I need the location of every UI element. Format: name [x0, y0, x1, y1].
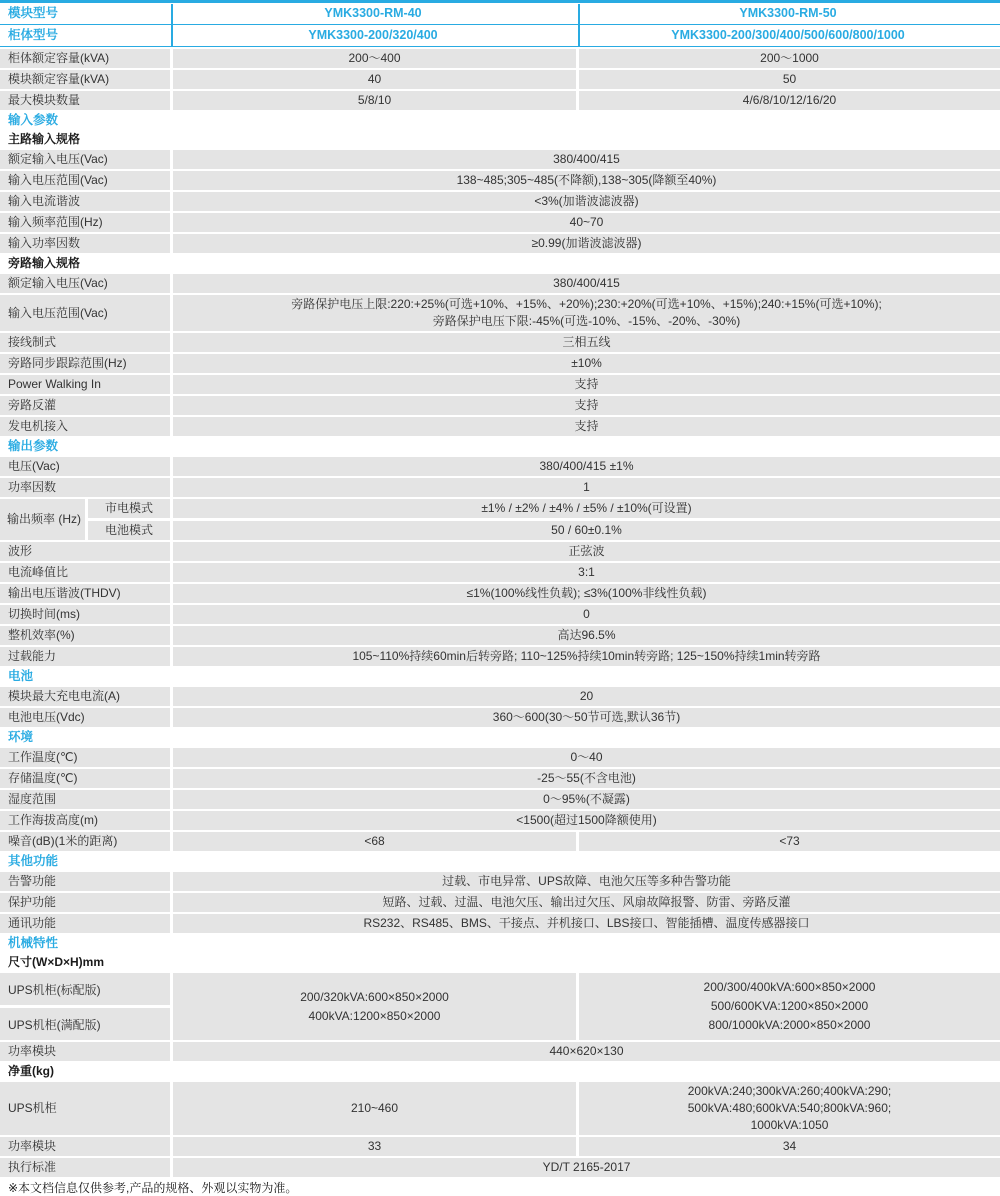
- group-label: 输出频率 (Hz): [0, 499, 85, 540]
- row-value-col1: <68: [173, 832, 576, 851]
- head-row-label: 模块型号: [8, 6, 59, 20]
- row-value: 过载、市电异常、UPS故障、电池欠压等多种告警功能: [173, 872, 1000, 891]
- row-value: 0～95%(不凝露): [173, 790, 1000, 809]
- row-label: 工作海拔高度(m): [0, 811, 170, 830]
- table-row: [0, 457, 1000, 476]
- row-label: 功率模块: [0, 1042, 170, 1061]
- section-header: 输入参数: [8, 113, 59, 127]
- table-row: [0, 605, 1000, 624]
- row-value-col1: 40: [173, 70, 576, 89]
- head-divider-line: [578, 4, 580, 47]
- row-label: 电池电压(Vdc): [0, 708, 170, 727]
- row-label: 接线制式: [0, 333, 170, 352]
- row-label: 波形: [0, 542, 170, 561]
- row-value-col2: 200/300/400kVA:600×850×2000 500/600KVA:1200×850×2000 800/1000kVA:2000×850×2000: [579, 973, 1000, 1040]
- row-label: UPS机柜: [0, 1082, 170, 1135]
- group-rows: [88, 499, 1000, 540]
- table-row: [0, 354, 1000, 373]
- row-value-col1: 200/320kVA:600×850×2000 400kVA:1200×850×2000: [173, 973, 576, 1040]
- table-row: [0, 192, 1000, 211]
- row-label: 功率模块: [0, 1137, 170, 1156]
- row-label: 输入功率因数: [0, 234, 170, 253]
- row-value: 支持: [173, 417, 1000, 436]
- table-row: [0, 872, 1000, 891]
- row-value: 105~110%持续60min后转旁路; 110~125%持续10min转旁路; 125~150%持续1min转旁路: [173, 647, 1000, 666]
- row-value: 支持: [173, 375, 1000, 394]
- row-label: 发电机接入: [0, 417, 170, 436]
- row-value: <3%(加谐波滤波器): [173, 192, 1000, 211]
- table-row: [0, 1042, 1000, 1061]
- sub-section-header: 尺寸(W×D×H)mm: [8, 955, 105, 969]
- row-value: 旁路保护电压上限:220:+25%(可选+10%、+15%、+20%);230:+20%(可选+10%、+15%);240:+15%(可选+10%); 旁路保护电压下限:-45%(可选-10%、-15%、-20%、-30%): [173, 295, 1000, 331]
- row-value: 380/400/415 ±1%: [173, 457, 1000, 476]
- row-label: 模块最大充电电流(A): [0, 687, 170, 706]
- section-header: 电池: [8, 669, 34, 683]
- sub-section-header: 旁路输入规格: [8, 256, 81, 270]
- row-label: UPS机柜(满配版): [0, 1008, 170, 1040]
- row-label: 额定输入电压(Vac): [0, 150, 170, 169]
- row-label: 输入频率范围(Hz): [0, 213, 170, 232]
- section-header: 环境: [8, 730, 34, 744]
- row-value: 380/400/415: [173, 274, 1000, 293]
- section-header: 其他功能: [8, 854, 59, 868]
- row-label: 输出电压谐波(THDV): [0, 584, 170, 603]
- table-row: [0, 542, 1000, 561]
- table-row: [0, 584, 1000, 603]
- head-model-col1: YMK3300-RM-40: [324, 6, 422, 20]
- group-sub-label: 电池模式: [88, 521, 170, 540]
- section-header: 机械特性: [8, 936, 59, 950]
- row-label: 切换时间(ms): [0, 605, 170, 624]
- group-sub-value: 50 / 60±0.1%: [173, 521, 1000, 540]
- table-row: [0, 396, 1000, 415]
- head-model-col2: YMK3300-200/300/400/500/600/800/1000: [671, 28, 905, 42]
- table-row: [0, 708, 1000, 727]
- row-value: <1500(超过1500降额使用): [173, 811, 1000, 830]
- row-label: 保护功能: [0, 893, 170, 912]
- table-row: [0, 647, 1000, 666]
- head-model-col1: YMK3300-200/320/400: [308, 28, 438, 42]
- row-label: 柜体额定容量(kVA): [0, 49, 170, 68]
- table-head: [0, 3, 1000, 47]
- row-label: 输入电压范围(Vac): [0, 171, 170, 190]
- spec-table: [0, 49, 1000, 1177]
- footnote: ※本文档信息仅供参考,产品的规格、外观以实物为准。: [8, 1181, 298, 1195]
- row-label: 额定输入电压(Vac): [0, 274, 170, 293]
- table-row: [0, 1158, 1000, 1177]
- table-row: [0, 150, 1000, 169]
- table-row: [0, 914, 1000, 933]
- row-value: 440×620×130: [173, 1042, 1000, 1061]
- group-sub-value: ±1% / ±2% / ±4% / ±5% / ±10%(可设置): [173, 499, 1000, 518]
- row-label: 功率因数: [0, 478, 170, 497]
- group-sub-row: [88, 521, 1000, 540]
- row-value: 0～40: [173, 748, 1000, 767]
- row-value: 正弦波: [173, 542, 1000, 561]
- row-label: 整机效率(%): [0, 626, 170, 645]
- row-label: 过载能力: [0, 647, 170, 666]
- row-label: 模块额定容量(kVA): [0, 70, 170, 89]
- table-row: [0, 91, 1000, 110]
- sub-section-header: 净重(kg): [8, 1064, 54, 1078]
- row-label: 执行标准: [0, 1158, 170, 1177]
- table-row: [0, 49, 1000, 68]
- row-label: 电流峰值比: [0, 563, 170, 582]
- row-label: 旁路反灌: [0, 396, 170, 415]
- table-row: [0, 234, 1000, 253]
- row-label: 工作温度(℃): [0, 748, 170, 767]
- row-value: 40~70: [173, 213, 1000, 232]
- row-label: 湿度范围: [0, 790, 170, 809]
- row-value-col2: 200kVA:240;300kVA:260;400kVA:290; 500kVA:480;600kVA:540;800kVA:960; 1000kVA:1050: [579, 1082, 1000, 1135]
- row-value: YD/T 2165-2017: [173, 1158, 1000, 1177]
- table-row: [0, 70, 1000, 89]
- row-value: 0: [173, 605, 1000, 624]
- table-row: [0, 626, 1000, 645]
- row-value: -25～55(不含电池): [173, 769, 1000, 788]
- head-divider-line: [171, 4, 173, 47]
- table-row: [0, 171, 1000, 190]
- table-row: [0, 769, 1000, 788]
- row-value: 138~485;305~485(不降额),138~305(降额至40%): [173, 171, 1000, 190]
- head-model-col2: YMK3300-RM-50: [739, 6, 837, 20]
- table-row-group: [0, 499, 1000, 540]
- row-label: 输入电流谐波: [0, 192, 170, 211]
- row-value: 1: [173, 478, 1000, 497]
- row-value: 高达96.5%: [173, 626, 1000, 645]
- row-value: 380/400/415: [173, 150, 1000, 169]
- table-row: [0, 375, 1000, 394]
- sub-section-header: 主路输入规格: [8, 132, 81, 146]
- row-value-col1: 5/8/10: [173, 91, 576, 110]
- row-value: ±10%: [173, 354, 1000, 373]
- row-value-col1: 200～400: [173, 49, 576, 68]
- table-row: [0, 274, 1000, 293]
- row-value: 支持: [173, 396, 1000, 415]
- row-label: 存储温度(℃): [0, 769, 170, 788]
- row-value-col2: 200～1000: [579, 49, 1000, 68]
- row-value-col1: 210~460: [173, 1082, 576, 1135]
- row-value: 短路、过载、过温、电池欠压、输出过欠压、风扇故障报警、防雷、旁路反灌: [173, 893, 1000, 912]
- table-row: [0, 832, 1000, 851]
- row-label: 电压(Vac): [0, 457, 170, 476]
- row-value-col1: 33: [173, 1137, 576, 1156]
- table-row: [0, 563, 1000, 582]
- row-value: 3:1: [173, 563, 1000, 582]
- table-row: [0, 1082, 1000, 1135]
- row-value: RS232、RS485、BMS、干接点、并机接口、LBS接口、智能插槽、温度传感器接口: [173, 914, 1000, 933]
- table-row: [0, 811, 1000, 830]
- section-header: 输出参数: [8, 439, 59, 453]
- table-row: [0, 417, 1000, 436]
- table-row: [0, 333, 1000, 352]
- row-label: 通讯功能: [0, 914, 170, 933]
- table-row: [0, 748, 1000, 767]
- row-label: 输入电压范围(Vac): [0, 295, 170, 331]
- head-row-label: 柜体型号: [8, 28, 59, 42]
- row-value: ≤1%(100%线性负载); ≤3%(100%非线性负载): [173, 584, 1000, 603]
- row-value: 20: [173, 687, 1000, 706]
- table-row: [0, 295, 1000, 331]
- row-value-col2: <73: [579, 832, 1000, 851]
- group-sub-label: 市电模式: [88, 499, 170, 518]
- row-value-col2: 34: [579, 1137, 1000, 1156]
- row-label: 噪音(dB)(1米的距离): [0, 832, 170, 851]
- head-row: [0, 3, 1000, 25]
- merged-labels: [0, 973, 170, 1040]
- row-label: UPS机柜(标配版): [0, 973, 170, 1005]
- row-value: 三相五线: [173, 333, 1000, 352]
- row-label: Power Walking In: [0, 375, 170, 394]
- table-row: [0, 790, 1000, 809]
- row-value: ≥0.99(加谐波滤波器): [173, 234, 1000, 253]
- row-value-col2: 50: [579, 70, 1000, 89]
- row-label: 旁路同步跟踪范围(Hz): [0, 354, 170, 373]
- row-value: 360～600(30～50节可选,默认36节): [173, 708, 1000, 727]
- table-row: [0, 1137, 1000, 1156]
- row-label: 告警功能: [0, 872, 170, 891]
- group-sub-row: [88, 499, 1000, 518]
- table-row: [0, 213, 1000, 232]
- row-label: 最大模块数量: [0, 91, 170, 110]
- table-row-merged: [0, 973, 1000, 1040]
- head-row: [0, 25, 1000, 47]
- table-row: [0, 687, 1000, 706]
- row-value-col2: 4/6/8/10/12/16/20: [579, 91, 1000, 110]
- table-row: [0, 893, 1000, 912]
- table-row: [0, 478, 1000, 497]
